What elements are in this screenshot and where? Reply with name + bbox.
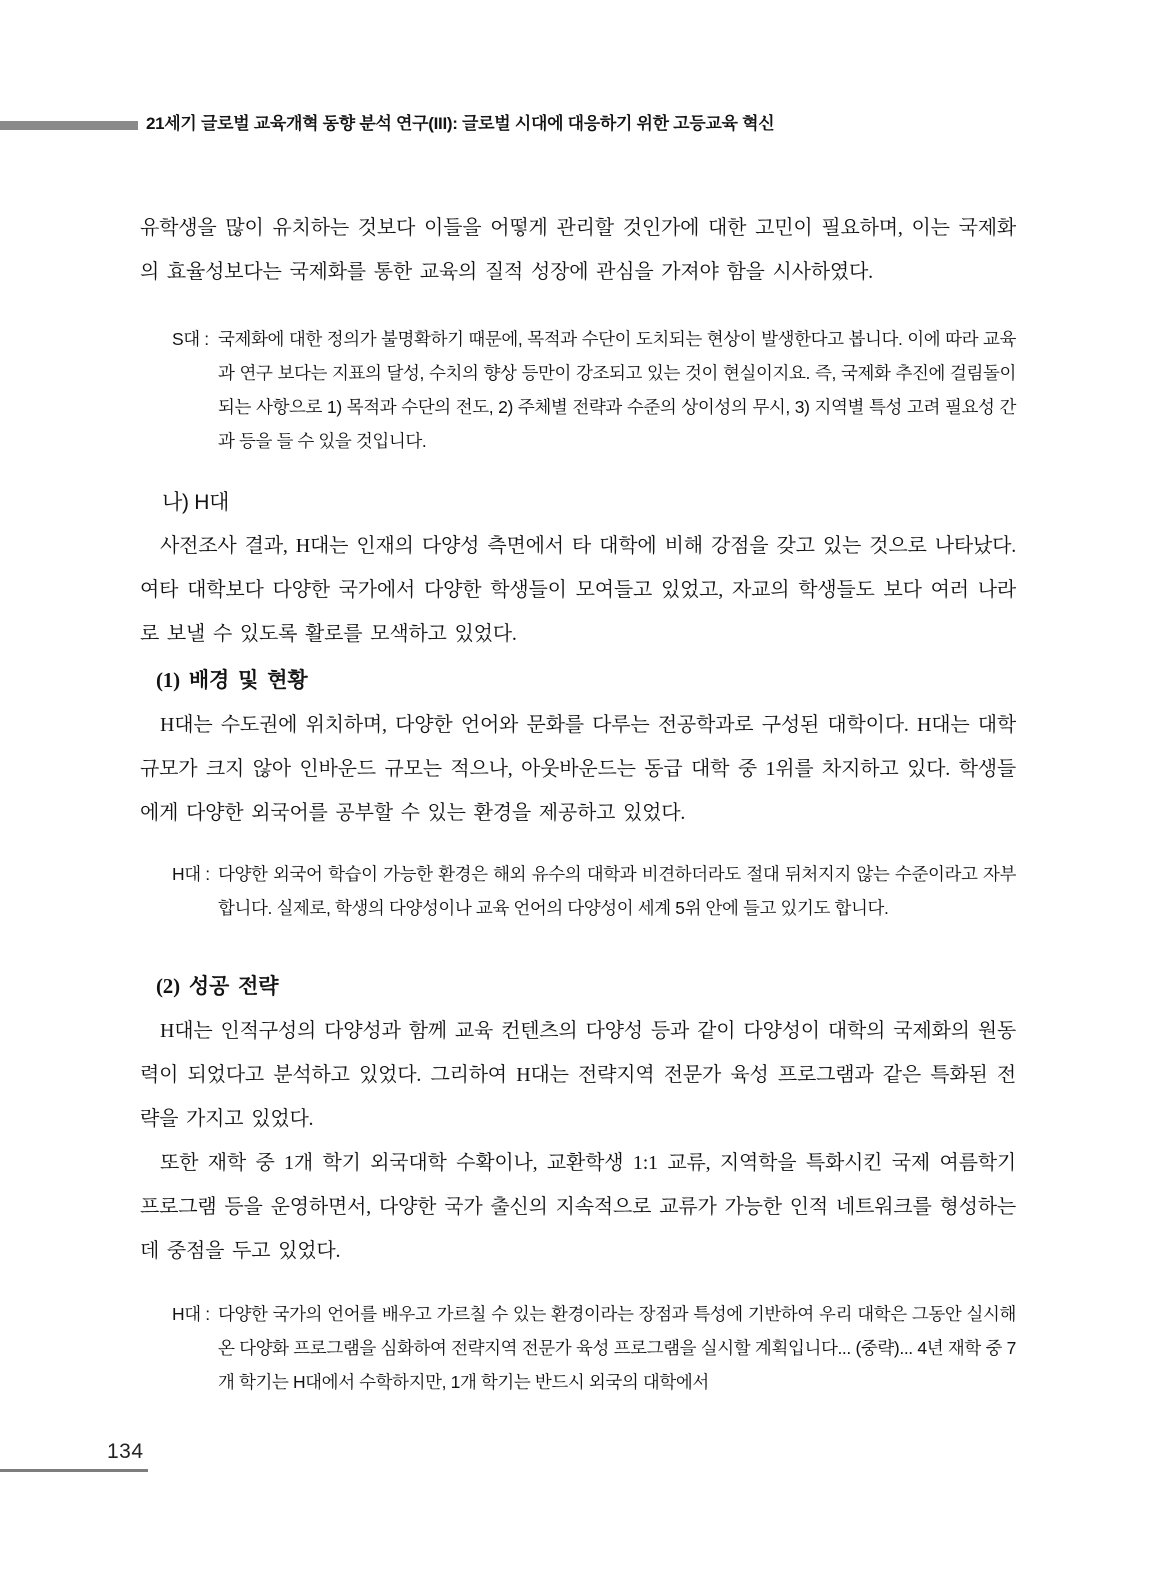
quote-block-h-university-1 <box>172 857 1016 925</box>
page-body <box>140 0 1016 1399</box>
paragraph-intro: 유학생을 많이 유치하는 것보다 이들을 어떻게 관리할 것인가에 대한 고민이 필요하며, 이는 국제화의 효율성보다는 국제화를 통한 교육의 질적 성장에 관심을 가져야 함을 시사하였다. <box>140 217 1016 283</box>
quote-text: 다양한 외국어 학습이 가능한 환경은 해외 유수의 대학과 비견하더라도 절대 뒤처지지 않는 수준이라고 자부합니다. 실제로, 학생의 다양성이나 교육 언어의 다양성이 세계 5위 안에 들고 있기도 합니다. <box>218 864 1016 918</box>
quote-speaker-label: H대 : <box>172 1304 210 1324</box>
paragraph-strategy-2: 또한 재학 중 1개 학기 외국대학 수확이나, 교환학생 1:1 교류, 지역학을 특화시킨 국제 여름학기 프로그램 등을 운영하면서, 다양한 국가 출신의 지속적으로 교류가 가능한 인적 네트워크를 형성하는데 중점을 두고 있었다. <box>140 1152 1016 1262</box>
page-number: 134 <box>107 1440 144 1463</box>
header-rule <box>0 121 138 130</box>
quote-speaker-label: S대 : <box>172 329 209 349</box>
paragraph-strategy-1: H대는 인적구성의 다양성과 함께 교육 컨텐츠의 다양성 등과 같이 다양성이 대학의 국제화의 원동력이 되었다고 분석하고 있었다. 그리하여 H대는 전략지역 전문가 육성 프로그램과 같은 특화된 전략을 가지고 있었다. <box>140 1020 1016 1130</box>
section-heading-na-h-university: 나) H대 <box>162 491 230 514</box>
subsection-heading-success-strategy: (2) 성공 전략 <box>156 974 279 998</box>
running-header-title: 21세기 글로벌 교육개혁 동향 분석 연구(III): 글로벌 시대에 대응하기 위한 고등교육 혁신 <box>146 114 775 133</box>
paragraph-h-overview: 사전조사 결과, H대는 인재의 다양성 측면에서 타 대학에 비해 강점을 갖고 있는 것으로 나타났다. 여타 대학보다 다양한 국가에서 다양한 학생들이 모여들고 있었고, 자교의 학생들도 보다 여러 나라로 보낼 수 있도록 활로를 모색하고 있었다. <box>140 535 1016 645</box>
quote-text: 다양한 국가의 언어를 배우고 가르칠 수 있는 환경이라는 장점과 특성에 기반하여 우리 대학은 그동안 실시해 온 다양화 프로그램을 심화하여 전략지역 전문가 육성 프로그램을 실시할 계획입니다... (중략)... 4년 재학 중 7개 학기는 H대에서 수학하지만, 1개 학기는 반드시 외국의 대학에서 <box>218 1304 1016 1392</box>
quote-block-h-university-2 <box>172 1297 1016 1399</box>
quote-text: 국제화에 대한 정의가 불명확하기 때문에, 목적과 수단이 도치되는 현상이 발생한다고 봅니다. 이에 따라 교육과 연구 보다는 지표의 달성, 수치의 향상 등만이 강조되고 있는 것이 현실이지요. 즉, 국제화 추진에 걸림돌이 되는 사항으로 1) 목적과 수단의 전도, 2) 주체별 전략과 수준의 상이성의 무시, 3) 지역별 특성 고려 필요성 간과 등을 들 수 있을 것입니다. <box>218 329 1016 451</box>
paragraph-background: H대는 수도권에 위치하며, 다양한 언어와 문화를 다루는 전공학과로 구성된 대학이다. H대는 대학 규모가 크지 않아 인바운드 규모는 적으나, 아웃바운드는 동급 대학 중 1위를 차지하고 있다. 학생들에게 다양한 외국어를 공부할 수 있는 환경을 제공하고 있었다. <box>140 714 1016 824</box>
footer-rule <box>0 1469 148 1472</box>
quote-block-s-university <box>172 322 1016 458</box>
quote-speaker-label: H대 : <box>172 864 210 884</box>
subsection-heading-background: (1) 배경 및 현황 <box>156 668 308 692</box>
